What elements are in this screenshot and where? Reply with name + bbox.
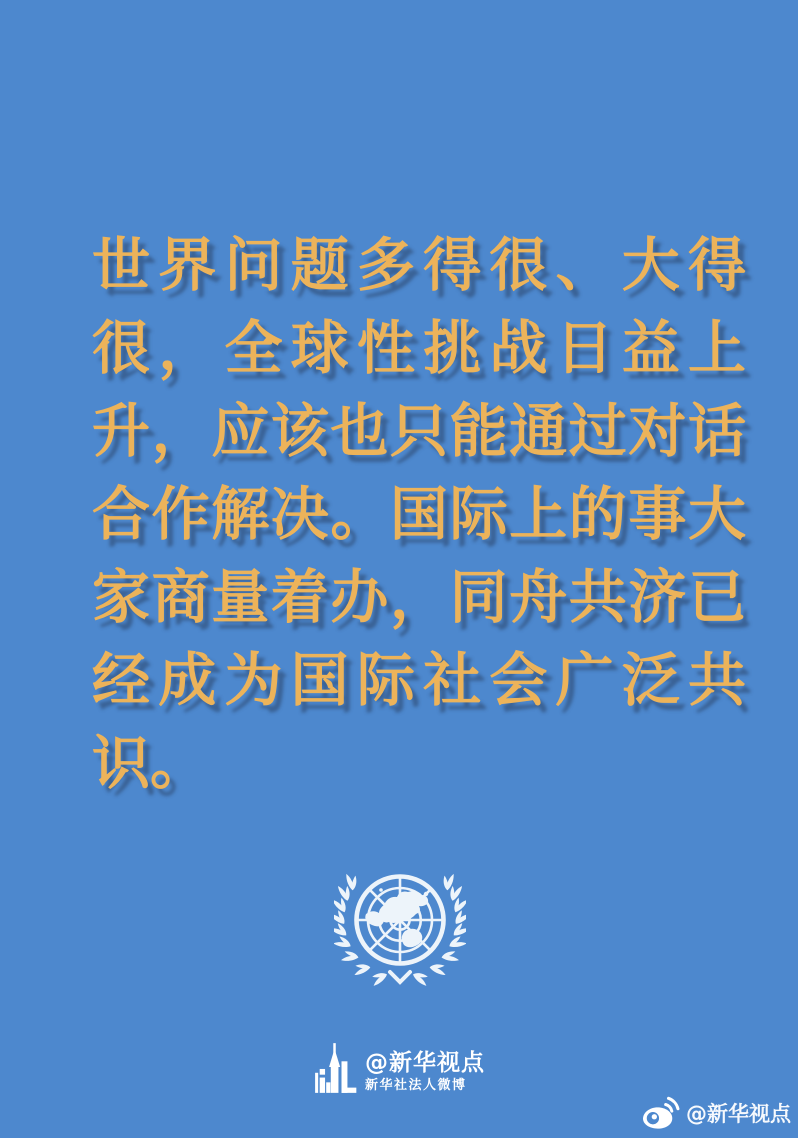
quote-line-2: 很，全球性挑战日益上 (92, 314, 746, 382)
quote-line-1: 世界问题多得很、大得 (92, 231, 746, 299)
quote-line-5: 家商量着办，同舟共济已 (92, 563, 746, 631)
xinhua-logo-icon (313, 1043, 357, 1093)
quote-line-4: 合作解决。国际上的事大 (92, 480, 746, 548)
footer-handle: @新华视点 (365, 1050, 485, 1076)
quote-line-3: 升，应该也只能通过对话 (92, 397, 746, 465)
watermark-handle: @新华视点 (686, 1102, 791, 1126)
un-emblem-icon (334, 868, 466, 990)
corner-watermark (640, 1096, 791, 1130)
quote-block (92, 224, 746, 805)
quote-line-6: 经成为国际社会广泛共 (92, 646, 746, 714)
weibo-icon (640, 1096, 680, 1130)
footer-branding (0, 1043, 798, 1093)
footer-branding-text (365, 1050, 485, 1093)
footer-subtitle: 新华社法人微博 (365, 1078, 467, 1093)
quote-line-7: 识。 (92, 729, 209, 797)
